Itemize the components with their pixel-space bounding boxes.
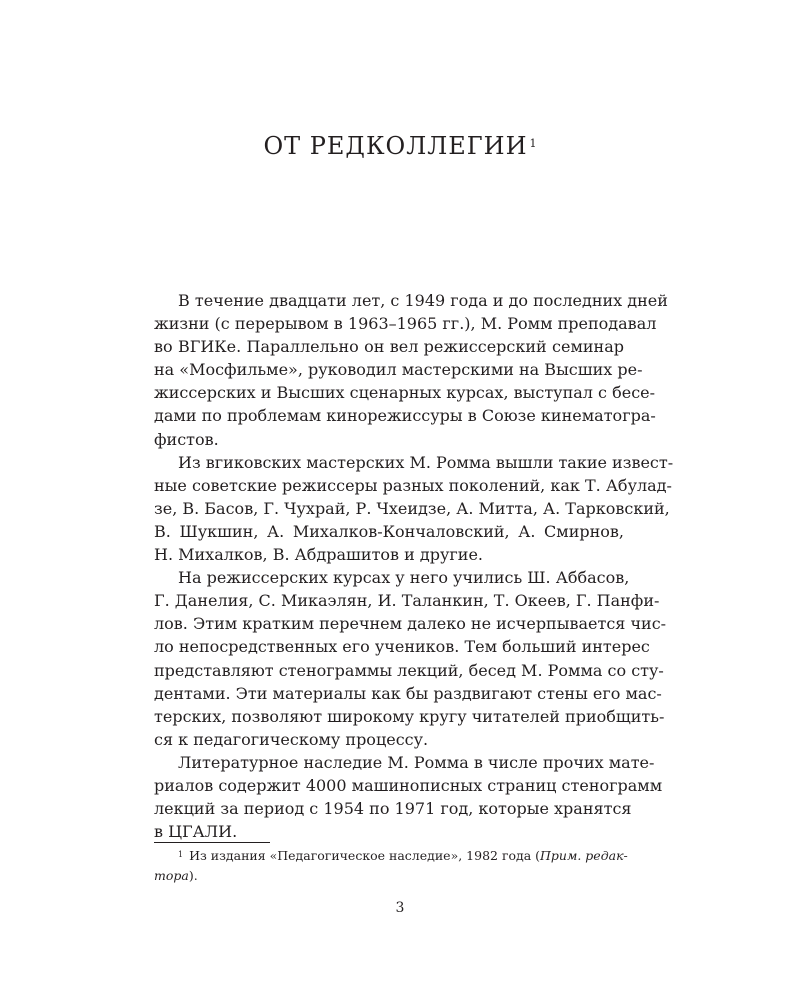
text-line: жиссерских и Высших сценарных курсах, выступал с бесе- <box>154 383 656 403</box>
text-line: на «Мосфильме», руководил мастерскими на Высших ре- <box>154 360 643 380</box>
text-line: лов. Этим кратким перечнем далеко не исчерпывается чис- <box>154 614 667 634</box>
text-line: ные советские режиссеры разных поколений, как Т. Абулад- <box>154 475 672 495</box>
text-line: В. Шукшин, А. Михалков-Кончаловский, А. Смирнов, <box>154 521 624 541</box>
text-line: риалов содержит 4000 машинописных страниц стенограмм <box>154 775 663 795</box>
text-line: дами по проблемам кинорежиссуры в Союзе кинематогра- <box>154 406 656 426</box>
text-line: Литературное наследие М. Ромма в числе прочих мате- <box>178 752 655 772</box>
text-line: жизни (с перерывом в 1963–1965 гг.), М. Ромм преподавал <box>154 314 657 334</box>
footnote-text: Из издания «Педагогическое наследие», 1982 года ( <box>189 848 541 863</box>
text-line: фистов. <box>154 429 219 449</box>
text-line: зе, В. Басов, Г. Чухрай, Р. Чхеидзе, А. Митта, А. Тарковский, <box>154 498 670 518</box>
text-line: во ВГИКе. Параллельно он вел режиссерский семинар <box>154 337 624 357</box>
body-text <box>154 289 674 843</box>
text-line: ся к педагогическому процессу. <box>154 729 429 749</box>
footnote-divider <box>154 842 270 843</box>
title-footnote-mark: 1 <box>529 137 537 150</box>
text-line: Н. Михалков, В. Абдрашитов и другие. <box>154 545 483 565</box>
title-text: ОТ РЕДКОЛЛЕГИИ <box>263 132 528 160</box>
footnote-line-2 <box>154 866 624 886</box>
footnote <box>154 846 628 886</box>
text-line: Из вгиковских мастерских М. Ромма вышли такие извест- <box>178 452 674 472</box>
page-number: 3 <box>395 900 405 916</box>
footnote-italic: Прим. редак- <box>540 848 628 863</box>
text-line: терских, позволяют широкому кругу читателей приобщить- <box>154 706 665 726</box>
text-line: Г. Данелия, С. Микаэлян, И. Таланкин, Т. Океев, Г. Панфи- <box>154 591 660 611</box>
text-line: В течение двадцати лет, с 1949 года и до последних дней <box>178 291 668 310</box>
text-line: ло непосредственных его учеников. Тем больший интерес <box>154 637 650 657</box>
text-line: лекций за период с 1954 по 1971 год, которые хранятся <box>154 799 632 819</box>
text-line: представляют стенограммы лекций, бесед М. Ромма со сту- <box>154 660 664 680</box>
footnote-line-1 <box>154 846 628 866</box>
page-title <box>0 131 800 161</box>
footnote-italic: тора <box>154 868 189 883</box>
text-line: На режиссерских курсах у него учились Ш. Аббасов, <box>178 568 630 588</box>
text-line: в ЦГАЛИ. <box>154 822 238 842</box>
text-line: дентами. Эти материалы как бы раздвигают стены его мас- <box>154 683 662 703</box>
footnote-text: ). <box>188 868 198 883</box>
footnote-mark: 1 <box>178 850 184 859</box>
